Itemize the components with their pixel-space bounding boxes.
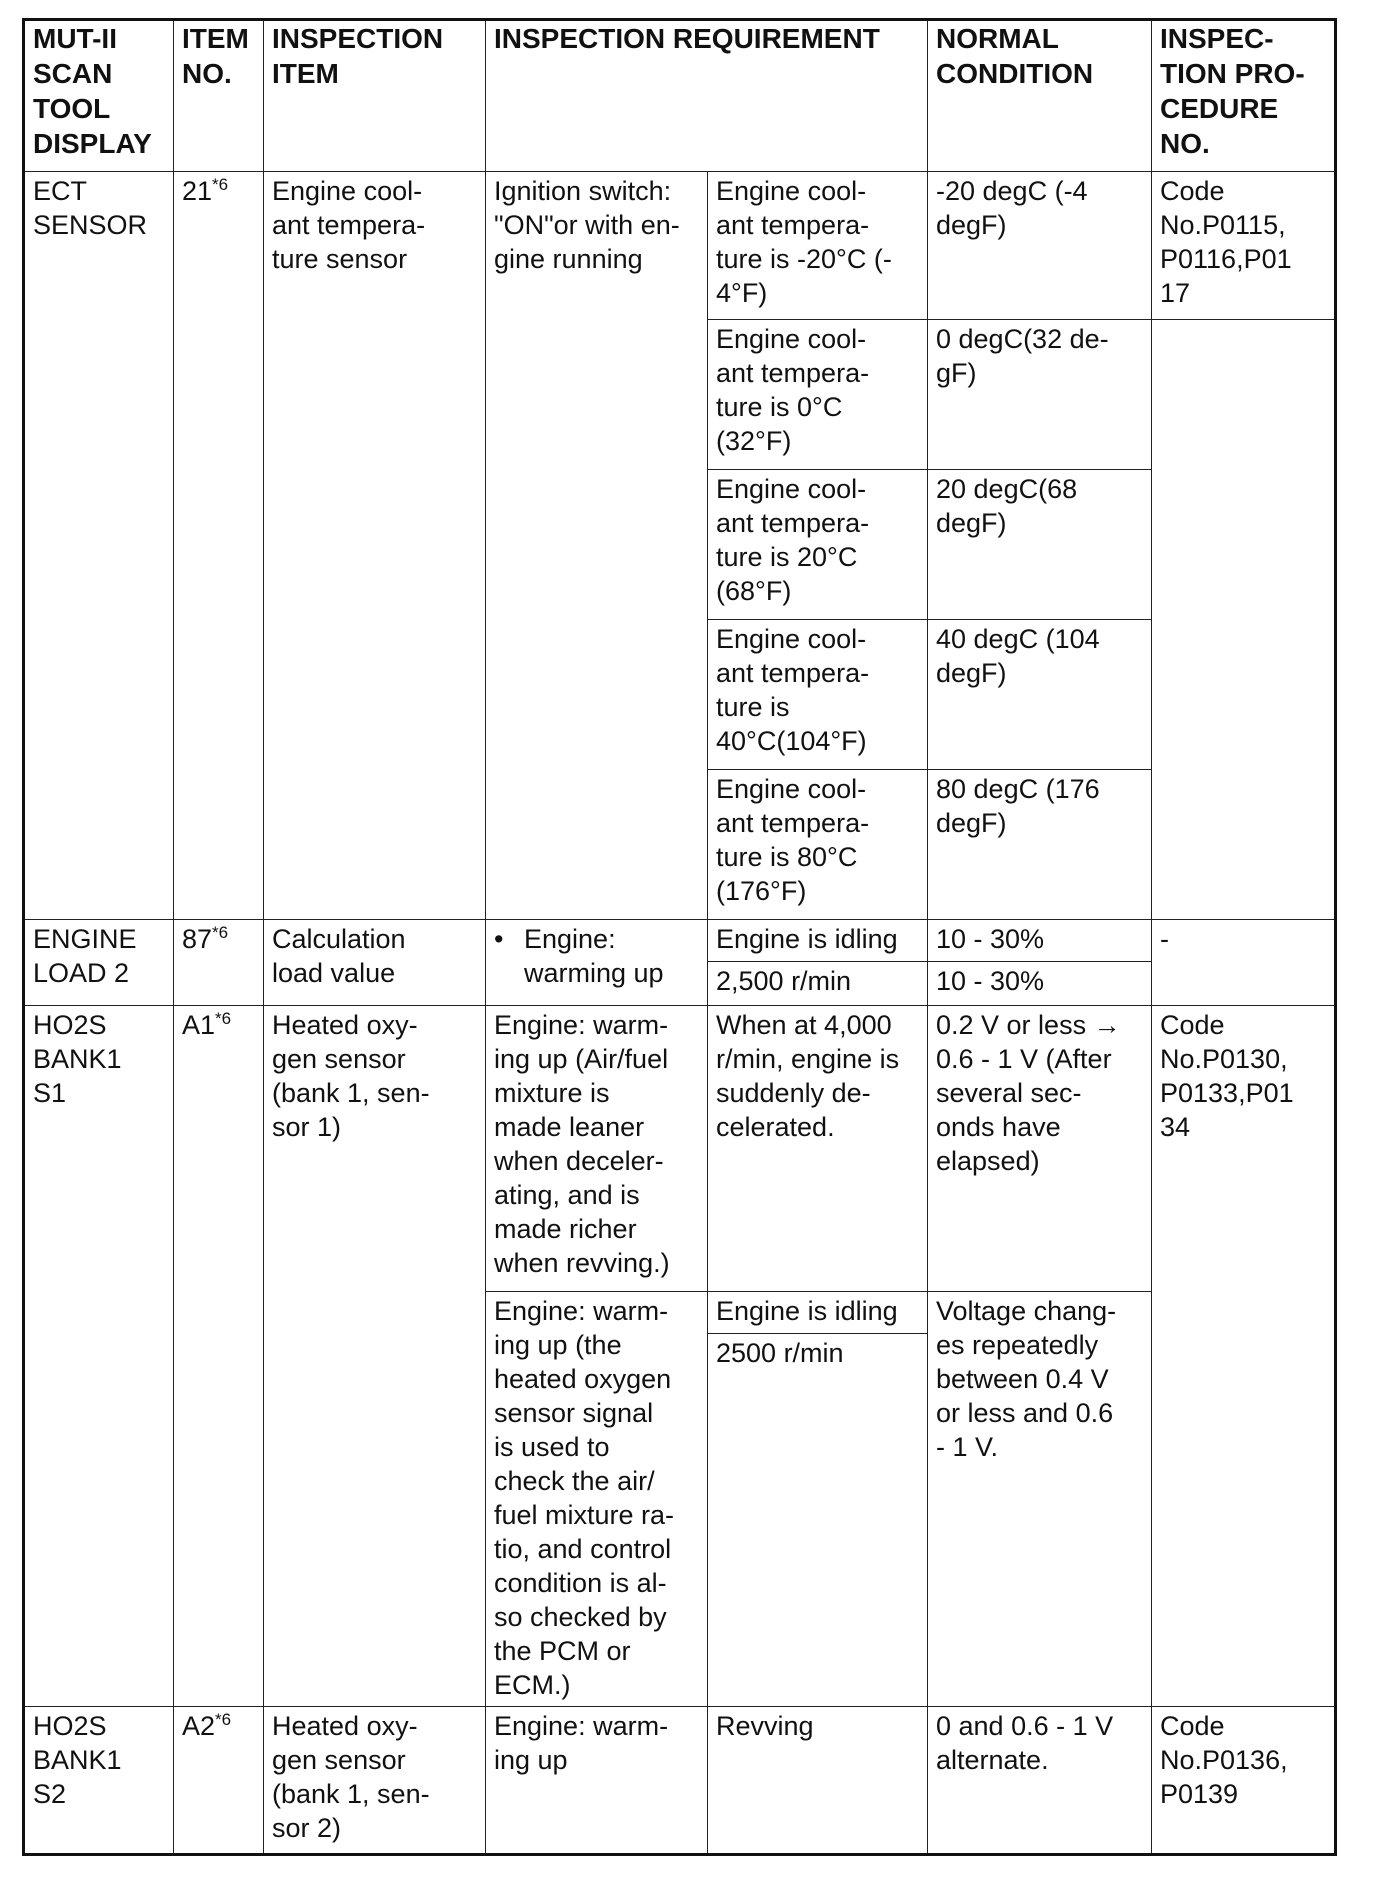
ect-procedure-cell: Code No.P0115, P0116,P01 17: [1152, 172, 1336, 320]
load-item-no: 87: [182, 924, 213, 954]
load-item-no-cell: [174, 920, 264, 1006]
table-row: [24, 920, 1336, 962]
bullet-icon: [494, 924, 524, 954]
ho2s-s1-normal-cell: Voltage chang- es repeatedly between 0.4 V or less and 0.6 - 1 V.: [928, 1292, 1152, 1707]
ho2s-s1-condition-cell: Engine is idling: [708, 1292, 928, 1334]
load-requirement-line1: Engine:: [524, 924, 616, 954]
ho2s-s1-display-cell: HO2S BANK1 S1: [24, 1006, 174, 1707]
load-normal-cell: 10 - 30%: [928, 962, 1152, 1006]
load-requirement-line2: warming up: [524, 958, 664, 988]
ect-item-no-cell: [174, 172, 264, 920]
ho2s-s2-procedure-cell: Code No.P0136, P0139: [1152, 1707, 1336, 1855]
ect-normal-cell: 40 degC (104 degF): [928, 620, 1152, 770]
header-normal-condition: NORMAL CONDITION: [928, 20, 1152, 172]
ect-condition-cell: Engine cool- ant tempera- ture is -20°C (- 4°F): [708, 172, 928, 320]
ho2s-s2-item-no-cell: [174, 1707, 264, 1855]
ho2s-s1-item-no-cell: [174, 1006, 264, 1707]
load-item-footnote: *6: [212, 923, 229, 942]
ho2s-s1-item-footnote: *6: [215, 1009, 232, 1028]
ho2s-s2-display-cell: HO2S BANK1 S2: [24, 1707, 174, 1855]
ho2s-s1-item-no: A1: [182, 1010, 216, 1040]
header-inspection-item: INSPECTION ITEM: [264, 20, 486, 172]
header-inspection-requirement: INSPECTION REQUIREMENT: [486, 20, 928, 172]
ho2s-s1-condition-cell: When at 4,000 r/min, engine is suddenly de- celerated.: [708, 1006, 928, 1292]
ect-condition-cell: Engine cool- ant tempera- ture is 20°C (68°F): [708, 470, 928, 620]
inspection-table-sheet: [22, 18, 1334, 1856]
ect-condition-cell: Engine cool- ant tempera- ture is 80°C (176°F): [708, 770, 928, 920]
ect-normal-cell: 0 degC(32 de- gF): [928, 320, 1152, 470]
table-row: [24, 172, 1336, 320]
header-display: MUT-II SCAN TOOL DISPLAY: [24, 20, 174, 172]
ho2s-s1-normal-cell: 0.2 V or less → 0.6 - 1 V (After several sec- onds have elapsed): [928, 1006, 1152, 1292]
ho2s-s1-procedure-cell: Code No.P0130, P0133,P01 34: [1152, 1006, 1336, 1707]
ho2s-s2-item-no: A2: [182, 1711, 216, 1741]
ho2s-s1-item-cell: Heated oxy- gen sensor (bank 1, sen- sor 1): [264, 1006, 486, 1707]
ect-normal-cell: 80 degC (176 degF): [928, 770, 1152, 920]
ho2s-s2-item-footnote: *6: [215, 1710, 232, 1729]
header-row: [24, 20, 1336, 172]
load-requirement-cell: [486, 920, 708, 1006]
load-condition-cell: Engine is idling: [708, 920, 928, 962]
ect-item-cell: Engine cool- ant tempera- ture sensor: [264, 172, 486, 920]
table-row: [24, 1006, 1336, 1292]
header-procedure-no: INSPEC- TION PRO- CEDURE NO.: [1152, 20, 1336, 172]
ect-procedure-blank: [1152, 320, 1336, 920]
load-normal-cell: 10 - 30%: [928, 920, 1152, 962]
ho2s-s1-requirement-cell: Engine: warm- ing up (the heated oxygen sensor signal is used to check the air/ fuel mixture ra- tio, and control condition is al- so checked by the PCM or ECM.): [486, 1292, 708, 1707]
header-item-no: ITEM NO.: [174, 20, 264, 172]
ho2s-s2-item-cell: Heated oxy- gen sensor (bank 1, sen- sor 2): [264, 1707, 486, 1855]
ho2s-s2-normal-cell: 0 and 0.6 - 1 V alternate.: [928, 1707, 1152, 1855]
ect-condition-cell: Engine cool- ant tempera- ture is 0°C (32°F): [708, 320, 928, 470]
ect-item-footnote: *6: [212, 175, 229, 194]
ho2s-s2-requirement-cell: Engine: warm- ing up: [486, 1707, 708, 1855]
load-item-cell: Calculation load value: [264, 920, 486, 1006]
ect-requirement-cell: Ignition switch: "ON"or with en- gine running: [486, 172, 708, 920]
table-row: [24, 1707, 1336, 1855]
ect-item-no: 21: [182, 176, 213, 206]
ho2s-s2-condition-cell: Revving: [708, 1707, 928, 1855]
ect-condition-cell: Engine cool- ant tempera- ture is 40°C(104°F): [708, 620, 928, 770]
inspection-table: [22, 18, 1337, 1856]
ect-normal-cell: 20 degC(68 degF): [928, 470, 1152, 620]
ect-normal-cell: -20 degC (-4 degF): [928, 172, 1152, 320]
load-condition-cell: 2,500 r/min: [708, 962, 928, 1006]
load-procedure-cell: -: [1152, 920, 1336, 1006]
ho2s-s1-condition-cell: 2500 r/min: [708, 1334, 928, 1707]
ho2s-s1-requirement-cell: Engine: warm- ing up (Air/fuel mixture is made leaner when deceler- ating, and is made richer when revving.): [486, 1006, 708, 1292]
load-display-cell: ENGINE LOAD 2: [24, 920, 174, 1006]
ect-display-cell: ECT SENSOR: [24, 172, 174, 920]
